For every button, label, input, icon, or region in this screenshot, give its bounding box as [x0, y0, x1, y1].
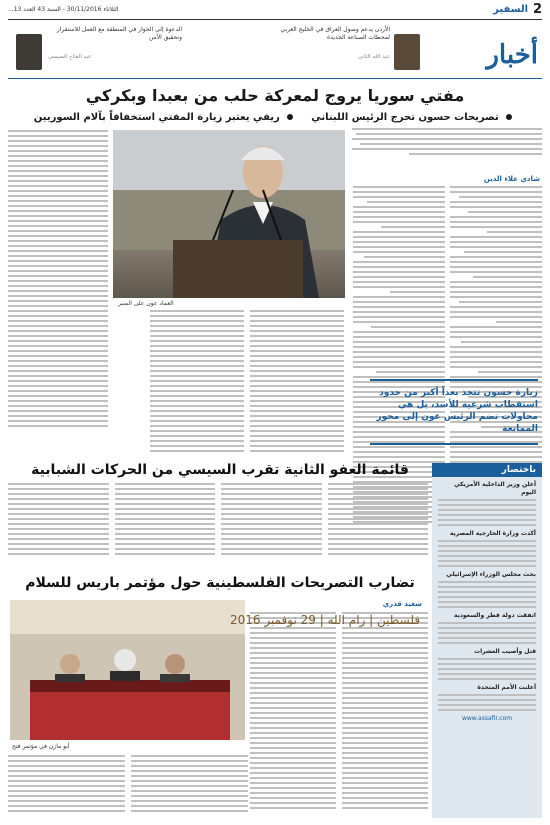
sidebar-item[interactable]: أعلنت الأمم المتحدة [477, 684, 536, 691]
main-photo-caption: العماد عون على المنبر [118, 300, 174, 307]
story-2-headline: قائمة العفو الثانية تقرب السيسي من الحركات الشبابية [31, 462, 409, 478]
sidebar-item[interactable]: أعلن وزير الداخلية الأمريكي اليوم [454, 481, 536, 496]
page-number: 2 [532, 2, 542, 17]
sidebar-item[interactable]: اتفقت دولة قطر والسعودية [453, 612, 536, 619]
subhead-2: ريفي يعتبر زيارة المفتي استخفافاً بآلام السوريين [33, 112, 280, 123]
sidebar-item[interactable]: قتل وأصيب العشرات [474, 648, 536, 655]
section-title: أخبار [486, 40, 538, 70]
masthead-title: السفير [493, 4, 528, 15]
teaser-2[interactable] [12, 24, 182, 72]
sidebar-item[interactable]: بحث مجلس الوزراء الإسرائيلي [446, 571, 536, 578]
main-story-intro [352, 128, 542, 172]
teaser-photo [16, 34, 42, 70]
teaser-1[interactable] [270, 24, 430, 72]
story-2-body [8, 483, 428, 558]
header-rule [8, 19, 542, 20]
sidebar-item[interactable]: أكدت وزارة الخارجية المصرية [449, 530, 536, 537]
main-subheads [10, 112, 540, 123]
subhead-1: تصريحات حسون تحرج الرئيس اللبناني [311, 112, 499, 123]
main-story-col-4 [150, 310, 244, 455]
story-3-byline: سعيد قدري [382, 600, 422, 608]
main-photo [113, 130, 345, 298]
story-3-body [250, 612, 428, 812]
section-rule [8, 78, 542, 79]
story-3-headline: تضارب التصريحات الفلسطينية حول مؤتمر باريس للسلام [25, 575, 415, 591]
main-story-col-3 [250, 310, 344, 455]
bullet-icon [287, 114, 293, 120]
brief-sidebar [432, 463, 542, 818]
story-3-photo-caption: أبو مازن في مؤتمر فتح [12, 743, 70, 750]
sidebar-title: باختصار [432, 463, 542, 477]
pull-quote: زيارة حسون تتخذ بعداً أكبر من حدود استقطاب شرعية للأسد، بل هي محاولات تضم الرئيس عون إلى محور الممانعة [370, 379, 538, 445]
teaser-photo [394, 34, 420, 70]
teaser-text: الأردن يدعم وصول العراق في الخليج العربي لمحطات الصناعة الجديدة [280, 26, 390, 41]
bullet-icon [506, 114, 512, 120]
teaser-name: عبد الفتاح السيسي [48, 54, 92, 60]
main-headline: مفتي سوريا يروج لمعركة حلب من بعبدا وبكركي [85, 86, 465, 105]
teaser-text: الدعوة إلى الحوار في المنطقة مع العمل للاستقرار وتحقيق الأمن [56, 26, 182, 41]
photo-banner-text: فلسطين | رام الله | 29 نوفمبر 2016 [230, 613, 421, 627]
speaker-illustration [113, 130, 345, 298]
story-3-body-left [8, 755, 248, 817]
date-line: الثلاثاء 30/11/2016 - السنة 43 العدد 13... [8, 6, 119, 13]
main-story-col-5 [8, 130, 108, 455]
sidebar-footer[interactable]: www.assafir.com [461, 715, 513, 722]
main-byline: شادي علاء الدين [483, 175, 540, 183]
teaser-name: عبد الله الثاني [358, 54, 390, 60]
